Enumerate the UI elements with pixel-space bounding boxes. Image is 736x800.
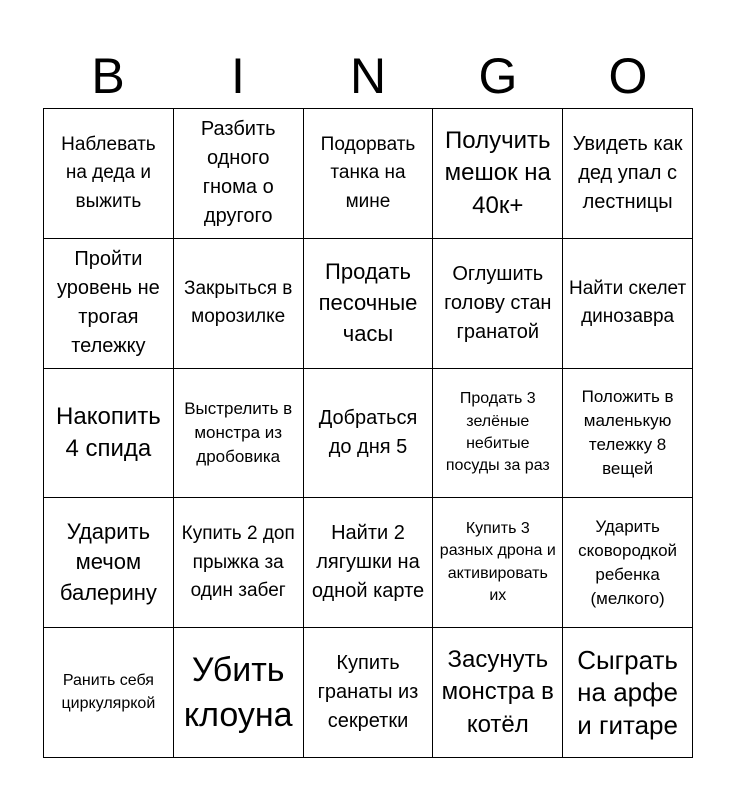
bingo-cell-r5c3[interactable]: Купить гранаты из секретки: [304, 628, 434, 758]
bingo-cell-r1c1[interactable]: Наблевать на деда и выжить: [44, 109, 174, 239]
header-letter-b: B: [91, 48, 125, 104]
header-letter-n: N: [349, 48, 387, 104]
bingo-cell-r2c5[interactable]: Найти скелет динозавра: [563, 239, 693, 369]
bingo-cell-r1c5[interactable]: Увидеть как дед упал с лестницы: [563, 109, 693, 239]
header-letter-i: I: [231, 48, 245, 104]
bingo-cell-r2c2[interactable]: Закрыться в морозилке: [174, 239, 304, 369]
bingo-cell-r3c4[interactable]: Продать 3 зелёные небитые посуды за раз: [433, 369, 563, 499]
header-letter-g: G: [478, 48, 518, 104]
header-letter-o: O: [608, 48, 648, 104]
bingo-cell-r2c1[interactable]: Пройти уровень не трогая тележку: [44, 239, 174, 369]
bingo-header: [43, 46, 693, 106]
bingo-cell-r3c1[interactable]: Накопить 4 спида: [44, 369, 174, 499]
bingo-cell-r5c5[interactable]: Сыграть на арфе и гитаре: [563, 628, 693, 758]
bingo-cell-r5c4[interactable]: Засунуть монстра в котёл: [433, 628, 563, 758]
bingo-cell-r5c2[interactable]: Убить клоуна: [174, 628, 304, 758]
bingo-cell-r2c3[interactable]: Продать песочные часы: [304, 239, 434, 369]
bingo-cell-r4c1[interactable]: Ударить мечом балерину: [44, 498, 174, 628]
bingo-cell-r4c3[interactable]: Найти 2 лягушки на одной карте: [304, 498, 434, 628]
bingo-cell-r3c3[interactable]: Добраться до дня 5: [304, 369, 434, 499]
bingo-cell-r4c2[interactable]: Купить 2 доп прыжка за один забег: [174, 498, 304, 628]
bingo-cell-r4c4[interactable]: Купить 3 разных дрона и активировать их: [433, 498, 563, 628]
bingo-cell-r3c2[interactable]: Выстрелить в монстра из дробовика: [174, 369, 304, 499]
bingo-cell-r4c5[interactable]: Ударить сковородкой ребенка (мелкого): [563, 498, 693, 628]
bingo-cell-r2c4[interactable]: Оглушить голову стан гранатой: [433, 239, 563, 369]
bingo-grid: [43, 108, 693, 758]
bingo-cell-r1c4[interactable]: Получить мешок на 40к+: [433, 109, 563, 239]
bingo-cell-r1c2[interactable]: Разбить одного гнома о другого: [174, 109, 304, 239]
bingo-cell-r1c3[interactable]: Подорвать танка на мине: [304, 109, 434, 239]
bingo-cell-r3c5[interactable]: Положить в маленькую тележку 8 вещей: [563, 369, 693, 499]
bingo-cell-r5c1[interactable]: Ранить себя циркуляркой: [44, 628, 174, 758]
